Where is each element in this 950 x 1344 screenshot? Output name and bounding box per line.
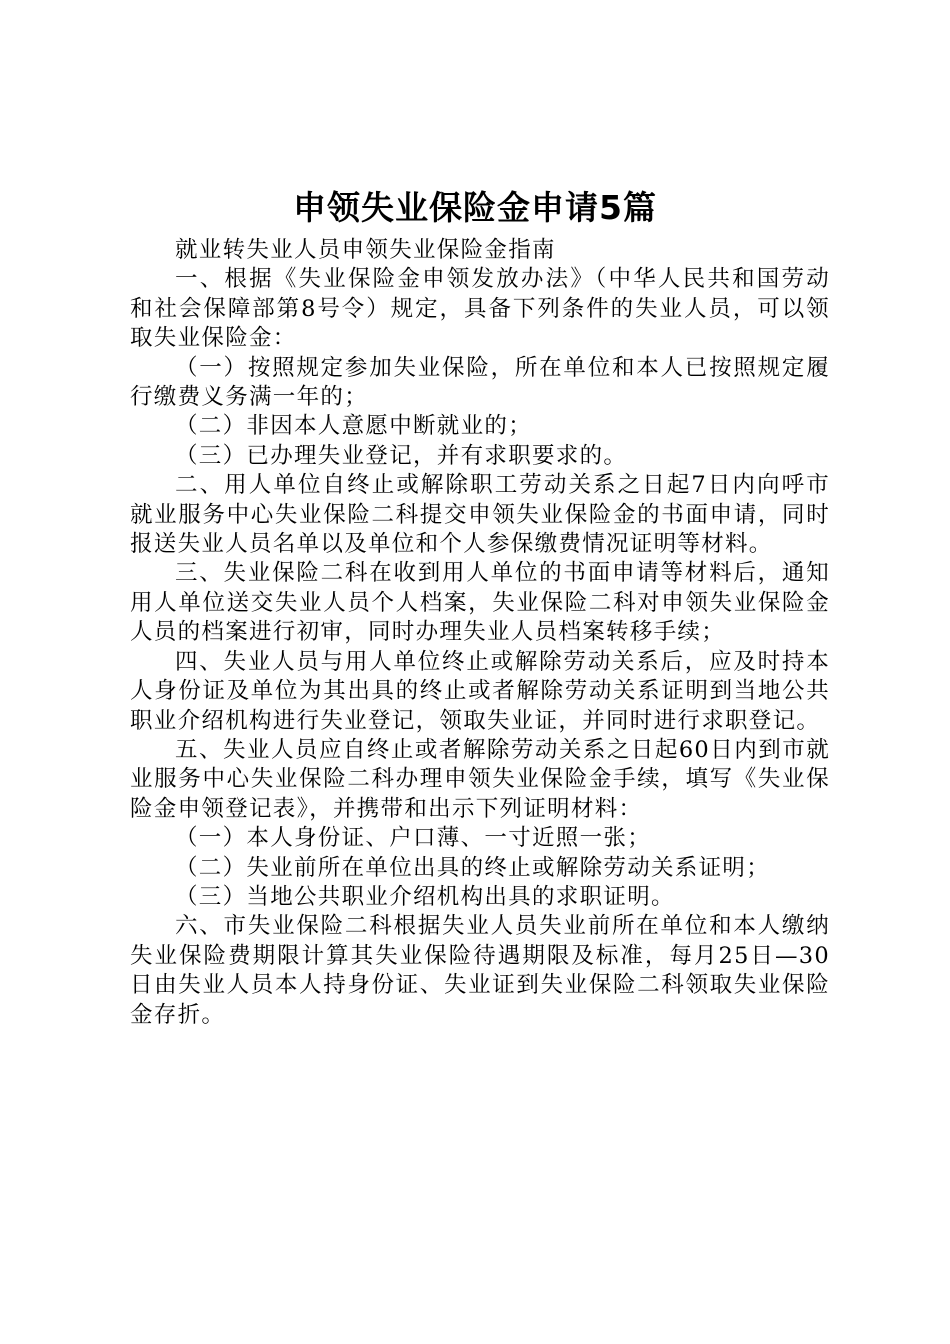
paragraph-condition-1: （一）按照规定参加失业保险，所在单位和本人已按照规定履行缴费义务满一年的；	[130, 354, 830, 411]
paragraph-section-6: 六、市失业保险二科根据失业人员失业前所在单位和本人缴纳失业保险费期限计算其失业保险待遇期限及标准，每月25日—30日由失业人员本人持身份证、失业证到失业保险二科领取失业保险金存折。	[130, 913, 830, 1028]
paragraph-material-1: （一）本人身份证、户口薄、一寸近照一张；	[175, 825, 652, 852]
paragraph-section-2: 二、用人单位自终止或解除职工劳动关系之日起7日内向呼市就业服务中心失业保险二科提交申领失业保险金的书面申请，同时报送失业人员名单以及单位和个人参保缴费情况证明等材料。	[130, 472, 830, 558]
document-body	[130, 236, 830, 1030]
paragraph-section-1: 一、根据《失业保险金申领发放办法》（中华人民共和国劳动和社会保障部第8号令）规定，具备下列条件的失业人员，可以领取失业保险金：	[130, 266, 830, 352]
document-title: 申领失业保险金申请5篇	[293, 188, 657, 227]
paragraph-section-5: 五、失业人员应自终止或者解除劳动关系之日起60日内到市就业服务中心失业保险二科办理申领失业保险金手续，填写《失业保险金申领登记表》，并携带和出示下列证明材料：	[130, 736, 830, 822]
paragraph-section-4: 四、失业人员与用人单位终止或解除劳动关系后，应及时持本人身份证及单位为其出具的终止或者解除劳动关系证明到当地公共职业介绍机构进行失业登记，领取失业证，并同时进行求职登记。	[130, 648, 830, 734]
paragraph-condition-3: （三）已办理失业登记，并有求职要求的。	[175, 442, 628, 469]
paragraph-section-3: 三、失业保险二科在收到用人单位的书面申请等材料后，通知用人单位送交失业人员个人档案，失业保险二科对申领失业保险金人员的档案进行初审，同时办理失业人员档案转移手续；	[130, 560, 830, 646]
paragraph-material-3: （三）当地公共职业介绍机构出具的求职证明。	[175, 883, 675, 910]
paragraph-material-2: （二）失业前所在单位出具的终止或解除劳动关系证明；	[175, 854, 771, 881]
paragraph-guide-heading: 就业转失业人员申领失业保险金指南	[175, 237, 556, 263]
paragraph-condition-2: （二）非因本人意愿中断就业的；	[175, 413, 533, 440]
